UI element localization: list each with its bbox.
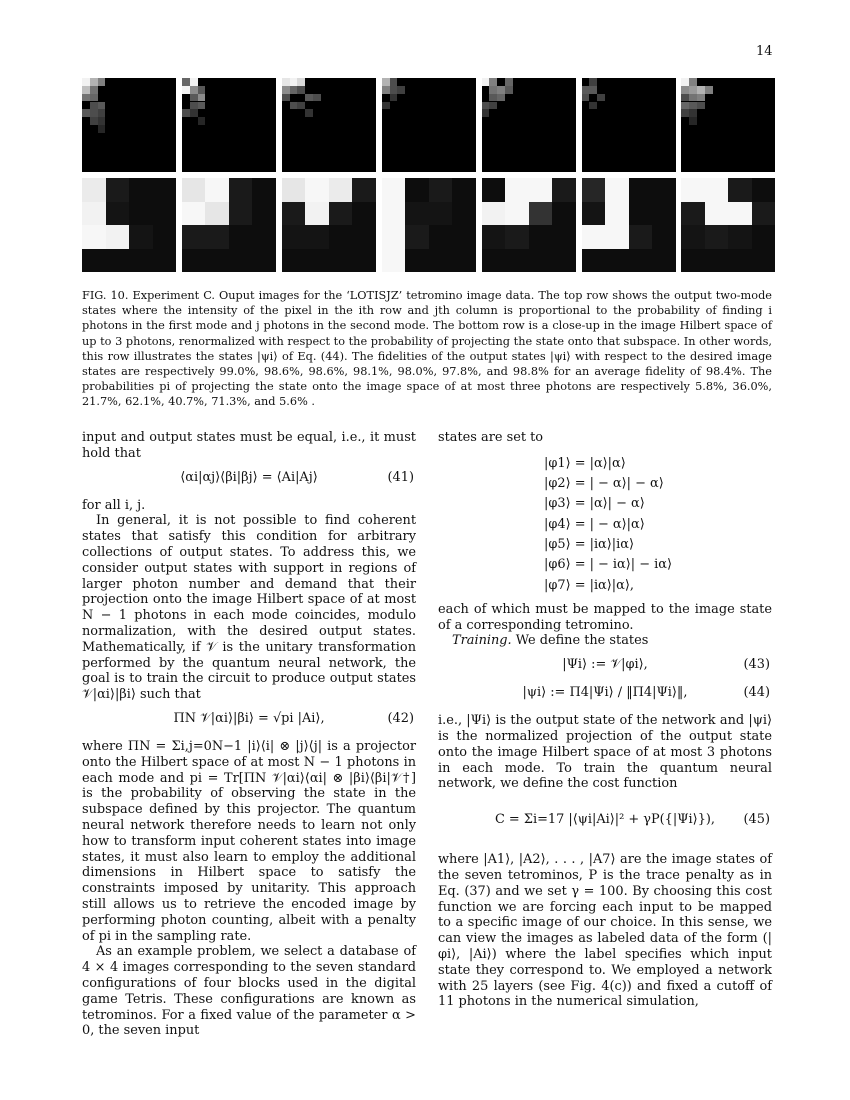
pixel: [482, 109, 490, 117]
pixel: [652, 178, 676, 202]
pixel: [697, 102, 705, 110]
pixel: [482, 178, 506, 202]
pixel: [752, 249, 776, 273]
pixel: [282, 78, 290, 86]
pixel: [90, 78, 98, 86]
pixel: [728, 225, 752, 249]
pixel: [198, 94, 206, 102]
pixel: [297, 86, 305, 94]
figure-bottom-row: [82, 178, 772, 272]
pixel: [90, 86, 98, 94]
equation-body: |ψi⟩ := Π4|Ψi⟩ / ‖Π4|Ψi⟩‖,: [522, 685, 688, 701]
pixel: [705, 225, 729, 249]
pixel: [382, 86, 390, 94]
pixel: [382, 102, 390, 110]
pixel: [229, 202, 253, 226]
closeup-image-J: [582, 178, 676, 272]
pixel: [229, 225, 253, 249]
pixel: [652, 225, 676, 249]
pixel: [182, 249, 206, 273]
pixel: [497, 94, 505, 102]
pixel: [552, 249, 576, 273]
pixel: [652, 202, 676, 226]
equation-number: (43): [743, 657, 770, 673]
equation-number: (42): [387, 710, 414, 726]
pixel: [589, 102, 597, 110]
pixel: [429, 202, 453, 226]
pixel: [629, 249, 653, 273]
pixel: [705, 178, 729, 202]
closeup-image-Z: [681, 178, 775, 272]
pixel: [352, 178, 376, 202]
closeup-image-L: [82, 178, 176, 272]
pixel: [529, 202, 553, 226]
pixel: [153, 249, 177, 273]
pixel: [552, 225, 576, 249]
pixel: [229, 178, 253, 202]
pixel: [290, 78, 298, 86]
pixel: [681, 202, 705, 226]
pixel: [505, 249, 529, 273]
right-column: [438, 430, 772, 1010]
pixel: [489, 78, 497, 86]
paragraph-heading: Training.: [452, 633, 512, 649]
pixel: [652, 249, 676, 273]
pixel: [681, 225, 705, 249]
pixel: [282, 202, 306, 226]
pixel: [82, 225, 106, 249]
pixel: [529, 178, 553, 202]
pixel: [489, 102, 497, 110]
pixel: [153, 202, 177, 226]
input-state-equation: |φ1⟩ = |α⟩|α⟩: [544, 455, 626, 471]
pixel: [681, 178, 705, 202]
pixel: [382, 225, 406, 249]
equation-body: ⟨αi|αj⟩⟨βi|βj⟩ = ⟨Ai|Aj⟩: [180, 469, 318, 485]
pixel: [728, 249, 752, 273]
pixel: [90, 94, 98, 102]
paragraph-text: We define the states: [515, 633, 649, 649]
equation-number: (41): [387, 469, 414, 485]
pixel: [505, 86, 513, 94]
pixel: [329, 249, 353, 273]
pixel: [90, 102, 98, 110]
pixel: [482, 78, 490, 86]
equation-44: [438, 685, 772, 703]
pixel: [552, 178, 576, 202]
pixel: [106, 225, 130, 249]
pixel: [681, 249, 705, 273]
pixel: [705, 86, 713, 94]
pixel: [297, 78, 305, 86]
pixel: [182, 225, 206, 249]
output-state-image-O: [182, 78, 276, 172]
pixel: [405, 249, 429, 273]
closeup-image-T: [282, 178, 376, 272]
pixel: [229, 249, 253, 273]
pixel: [605, 225, 629, 249]
pixel: [90, 109, 98, 117]
pixel: [489, 86, 497, 94]
pixel: [752, 202, 776, 226]
equation-body: C = Σi=17 |⟨ψi|Ai⟩|² + γP({|Ψi⟩}),: [494, 812, 716, 828]
pixel: [452, 249, 476, 273]
pixel: [205, 249, 229, 273]
output-state-image-I: [382, 78, 476, 172]
pixel: [352, 225, 376, 249]
pixel: [405, 225, 429, 249]
pixel: [582, 178, 606, 202]
pixel: [689, 86, 697, 94]
pixel: [153, 178, 177, 202]
pixel: [282, 178, 306, 202]
pixel: [452, 178, 476, 202]
paragraph: i.e., |Ψi⟩ is the output state of the network and |ψi⟩ is the normalized projection of the output state onto the image Hilbert space of at most 3 photons in each mode. To train the quantum neural network, we define the cost function: [438, 713, 772, 792]
pixel: [752, 225, 776, 249]
pixel: [605, 178, 629, 202]
pixel: [305, 202, 329, 226]
pixel: [482, 202, 506, 226]
pixel: [198, 102, 206, 110]
pixel: [382, 178, 406, 202]
pixel: [429, 225, 453, 249]
output-state-image-Z: [681, 78, 775, 172]
pixel: [82, 178, 106, 202]
pixel: [90, 117, 98, 125]
pixel: [98, 117, 106, 125]
pixel: [629, 178, 653, 202]
paragraph: where |A1⟩, |A2⟩, . . . , |A7⟩ are the image states of the seven tetrominos, P is the trace penalty as in Eq. (37) and we set γ = 100. By choosing this cost function we are forcing each input to be mapped to a specific image of our choice. In this sense, we can view the images as labeled data of the form (|φi⟩, |Ai⟩) where the label specifies which input state they correspond to. We employed a network with 25 layers (see Fig. 4(c)) and fixed a cutoff of 11 photons in the numerical simulation,: [438, 852, 772, 1010]
pixel: [681, 109, 689, 117]
equation-body: |Ψi⟩ := 𝒱|φi⟩,: [562, 657, 648, 673]
pixel: [429, 178, 453, 202]
figure-caption: FIG. 10. Experiment C. Ouput images for the ‘LOTISJZ’ tetromino image data. The top row shows the output two-mode states where the intensity of the pixel in the ith row and jth column is proportional to the probability of finding i photons in the first mode and j photons in the second mode. The bottom row is a close-up in the image Hilbert space of up to 3 photons, renormalized with respect to the probability of projecting the state onto that subspace. In other words, this row illustrates the states |ψi⟩ of Eq. (44). The fidelities of the output states |ψi⟩ with respect to the desired image states are respectively 99.0%, 98.6%, 98.6%, 98.1%, 98.0%, 97.8%, and 98.8% for an average fidelity of 98.4%. The probabilities pi of projecting the state onto the image space of at most three photons are respectively 5.8%, 36.0%, 21.7%, 62.1%, 40.7%, 71.3%, and 5.6% .: [82, 289, 772, 409]
output-state-image-L: [82, 78, 176, 172]
pixel: [290, 102, 298, 110]
pixel: [182, 109, 190, 117]
input-state-equation: |φ3⟩ = |α⟩| − α⟩: [544, 496, 645, 512]
pixel: [681, 86, 689, 94]
paragraph: each of which must be mapped to the image state of a corresponding tetromino.: [438, 601, 772, 633]
pixel: [489, 94, 497, 102]
pixel: [429, 249, 453, 273]
pixel: [505, 225, 529, 249]
pixel: [605, 202, 629, 226]
pixel: [190, 102, 198, 110]
pixel: [198, 117, 206, 125]
pixel: [482, 225, 506, 249]
pixel: [129, 178, 153, 202]
closeup-image-S: [482, 178, 576, 272]
pixel: [297, 102, 305, 110]
pixel: [728, 202, 752, 226]
pixel: [198, 86, 206, 94]
pixel: [252, 249, 276, 273]
pixel: [252, 225, 276, 249]
pixel: [129, 249, 153, 273]
input-state-equation: |φ6⟩ = | − iα⟩| − iα⟩: [544, 557, 672, 573]
pixel: [629, 202, 653, 226]
pixel: [582, 225, 606, 249]
pixel: [182, 178, 206, 202]
closeup-image-I: [382, 178, 476, 272]
input-state-equation: |φ7⟩ = |iα⟩|α⟩,: [544, 577, 634, 593]
pixel: [190, 94, 198, 102]
pixel: [190, 109, 198, 117]
pixel: [497, 86, 505, 94]
pixel: [705, 249, 729, 273]
pixel: [689, 117, 697, 125]
pixel: [452, 225, 476, 249]
pixel: [689, 102, 697, 110]
paragraph: states are set to: [438, 430, 544, 445]
pixel: [129, 202, 153, 226]
pixel: [98, 78, 106, 86]
pixel: [182, 78, 190, 86]
pixel: [352, 249, 376, 273]
paragraph: As an example problem, we select a database of 4 × 4 images corresponding to the seven standard configurations of four blocks used in the digital game Tetris. These configurations are known as tetrominos. For a fixed value of the parameter α > 0, the seven input: [82, 944, 416, 1039]
pixel: [390, 86, 398, 94]
equation-43: [438, 657, 772, 675]
pixel: [290, 86, 298, 94]
pixel: [329, 225, 353, 249]
pixel: [382, 78, 390, 86]
pixel: [106, 202, 130, 226]
pixel: [205, 225, 229, 249]
pixel: [82, 249, 106, 273]
pixel: [505, 202, 529, 226]
pixel: [98, 125, 106, 133]
pixel: [190, 86, 198, 94]
pixel: [689, 94, 697, 102]
pixel: [697, 94, 705, 102]
pixel: [190, 78, 198, 86]
paragraph: In general, it is not possible to find coherent states that satisfy this condition for arbitrary collections of output states. To address this, we consider output states with support in regions of larger photon number and demand that their projection onto the image Hilbert space of at most N − 1 photons in each mode coincides, modulo normalization, with the desired output states. Mathematically, if 𝒱 is the unitary transformation performed by the quantum neural network, the goal is to train the circuit to produce output states 𝒱|αi⟩|βi⟩ such that: [82, 513, 416, 703]
pixel: [452, 202, 476, 226]
pixel: [282, 249, 306, 273]
pixel: [82, 94, 90, 102]
pixel: [582, 94, 590, 102]
pixel: [182, 202, 206, 226]
pixel: [529, 249, 553, 273]
equation-body: ΠN 𝒱|αi⟩|βi⟩ = √pi |Ai⟩,: [173, 710, 325, 726]
pixel: [597, 94, 605, 102]
pixel: [82, 109, 90, 117]
equation-42: [82, 711, 416, 729]
figure-top-row: [82, 78, 772, 172]
pixel: [205, 178, 229, 202]
input-state-equation: |φ4⟩ = | − α⟩|α⟩: [544, 516, 645, 532]
pixel: [329, 202, 353, 226]
pixel: [282, 94, 290, 102]
pixel: [405, 202, 429, 226]
pixel: [352, 202, 376, 226]
pixel: [98, 102, 106, 110]
equation-number: (44): [743, 685, 770, 701]
pixel: [582, 86, 590, 94]
pixel: [529, 225, 553, 249]
left-column: [82, 430, 416, 1039]
pixel: [153, 225, 177, 249]
pixel: [405, 178, 429, 202]
pixel: [689, 109, 697, 117]
pixel: [728, 178, 752, 202]
pixel: [382, 202, 406, 226]
output-state-image-S: [482, 78, 576, 172]
pixel: [629, 225, 653, 249]
pixel: [129, 225, 153, 249]
closeup-image-O: [182, 178, 276, 272]
pixel: [106, 249, 130, 273]
pixel: [382, 249, 406, 273]
pixel: [505, 178, 529, 202]
pixel: [390, 78, 398, 86]
pixel: [82, 202, 106, 226]
pixel: [505, 78, 513, 86]
pixel: [205, 202, 229, 226]
input-state-equation: |φ2⟩ = | − α⟩| − α⟩: [544, 476, 664, 492]
pixel: [305, 249, 329, 273]
pixel: [705, 202, 729, 226]
pixel: [182, 86, 190, 94]
pixel: [681, 78, 689, 86]
pixel: [313, 94, 321, 102]
pixel: [397, 86, 405, 94]
pixel: [305, 94, 313, 102]
equation-41: [82, 470, 416, 488]
output-state-image-T: [282, 78, 376, 172]
pixel: [252, 202, 276, 226]
input-states-list: [438, 454, 772, 596]
pixel: [689, 78, 697, 86]
pixel: [252, 178, 276, 202]
pixel: [98, 109, 106, 117]
pixel: [681, 94, 689, 102]
pixel: [106, 178, 130, 202]
pixel: [82, 78, 90, 86]
pixel: [697, 86, 705, 94]
pixel: [305, 178, 329, 202]
pixel: [552, 202, 576, 226]
paragraph: [438, 633, 772, 649]
pixel: [482, 249, 506, 273]
pixel: [681, 102, 689, 110]
page-number: 14: [756, 44, 773, 59]
output-state-image-J: [582, 78, 676, 172]
pixel: [82, 86, 90, 94]
pixel: [282, 86, 290, 94]
paragraph: input and output states must be equal, i.e., it must hold that: [82, 430, 416, 461]
pixel: [305, 225, 329, 249]
pixel: [589, 86, 597, 94]
equation-45: [438, 812, 772, 830]
pixel: [329, 178, 353, 202]
pixel: [482, 102, 490, 110]
pixel: [582, 249, 606, 273]
pixel: [605, 249, 629, 273]
pixel: [282, 225, 306, 249]
pixel: [752, 178, 776, 202]
equation-number: (45): [743, 812, 770, 828]
pixel: [390, 94, 398, 102]
pixel: [582, 202, 606, 226]
paragraph: where ΠN = Σi,j=0N−1 |i⟩⟨i| ⊗ |j⟩⟨j| is a projector onto the Hilbert space of at most N − 1 photons in each mode and pi = Tr[ΠN 𝒱|αi⟩⟨αi| ⊗ |βi⟩⟨βi|𝒱†] is the probability of observing the state in the subspace defined by this projector. The quantum neural network therefore needs to learn not only how to transform input coherent states into image states, it must also learn to employ the additional dimensions in Hilbert space to satisfy the constraints imposed by unitarity. This approach still allows us to retrieve the encoded image by performing photon counting, albeit with a penalty of pi in the sampling rate.: [82, 738, 416, 944]
pixel: [589, 78, 597, 86]
pixel: [305, 109, 313, 117]
input-state-equation: |φ5⟩ = |iα⟩|iα⟩: [544, 536, 634, 552]
paragraph: for all i, j.: [82, 497, 146, 513]
